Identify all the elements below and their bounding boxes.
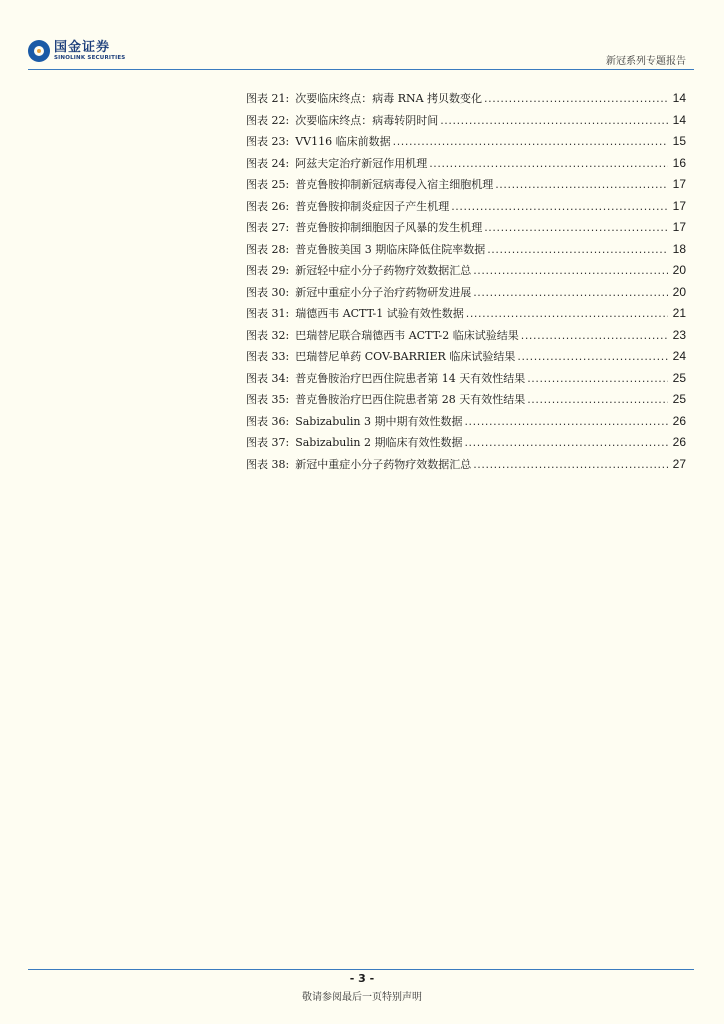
toc-entry-title: 阿兹夫定治疗新冠作用机理 [295, 156, 428, 170]
toc-entry[interactable] [246, 432, 686, 454]
logo-name-cn: 国金证券 [54, 39, 111, 55]
toc-entry-page: 25 [672, 392, 686, 406]
toc-entry-page: 20 [672, 284, 686, 299]
toc-entry-page: 26 [672, 413, 686, 428]
toc-entry-page: 15 [672, 134, 686, 148]
report-series-title: 新冠系列专题报告 [606, 56, 686, 67]
toc-entry-page: 25 [672, 370, 686, 385]
company-logo [28, 40, 125, 62]
toc-entry-page: 23 [672, 327, 686, 342]
toc-entry[interactable] [246, 282, 686, 304]
toc-dot-leader [527, 389, 668, 411]
toc-entry-label: 图表 31: [246, 307, 290, 320]
toc-entry[interactable] [246, 174, 686, 196]
toc-entry-title: 普克鲁胺美国 3 期临床降低住院率数据 [295, 242, 486, 256]
toc-entry[interactable] [246, 346, 686, 368]
figure-index-list [246, 88, 686, 475]
toc-entry-label: 图表 33: [246, 350, 290, 363]
toc-entry[interactable] [246, 411, 686, 433]
toc-entry-page: 14 [672, 91, 686, 105]
toc-entry[interactable] [246, 88, 686, 110]
toc-entry-label: 图表 24: [246, 156, 290, 170]
toc-entry-label: 图表 35: [246, 393, 290, 406]
toc-entry-label: 图表 32: [246, 328, 290, 342]
toc-entry-page: 20 [672, 263, 686, 277]
toc-entry[interactable] [246, 303, 686, 325]
toc-entry-title: 普克鲁胺抑制新冠病毒侵入宿主细胞机理 [295, 178, 494, 191]
toc-dot-leader [451, 196, 668, 218]
toc-entry-title: 瑞德西韦 ACTT-1 试验有效性数据 [295, 307, 464, 320]
toc-entry-label: 图表 30: [246, 285, 290, 299]
toc-entry-title: Sabizabulin 2 期临床有效性数据 [295, 436, 463, 449]
page-header [0, 0, 724, 72]
toc-entry-label: 图表 38: [246, 457, 290, 471]
toc-entry-label: 图表 28: [246, 242, 290, 256]
toc-entry-title: Sabizabulin 3 期中期有效性数据 [295, 414, 463, 428]
toc-entry[interactable] [246, 368, 686, 390]
toc-entry-page: 24 [672, 349, 686, 363]
toc-entry-page: 21 [672, 306, 686, 320]
footer-divider [28, 969, 694, 970]
toc-entry-label: 图表 26: [246, 199, 290, 213]
toc-dot-leader [527, 368, 668, 390]
page-number: - 3 - [349, 972, 375, 985]
toc-dot-leader [440, 110, 668, 132]
toc-entry-page: 26 [672, 435, 686, 449]
toc-entry[interactable] [246, 196, 686, 218]
toc-dot-leader [464, 432, 668, 454]
toc-dot-leader [464, 411, 668, 433]
toc-entry-page: 14 [672, 112, 686, 127]
toc-entry[interactable] [246, 260, 686, 282]
toc-entry[interactable] [246, 389, 686, 411]
toc-entry-label: 图表 25: [246, 178, 290, 191]
toc-entry[interactable] [246, 110, 686, 132]
toc-entry-label: 图表 27: [246, 221, 290, 234]
toc-entry-title: 新冠中重症小分子治疗药物研发进展 [295, 285, 472, 299]
toc-entry[interactable] [246, 454, 686, 476]
toc-entry-title: 巴瑞替尼联合瑞德西韦 ACTT-2 临床试验结果 [295, 328, 519, 342]
toc-dot-leader [517, 346, 668, 368]
toc-dot-leader [466, 303, 668, 325]
toc-entry-label: 图表 34: [246, 371, 290, 385]
toc-dot-leader [473, 260, 668, 282]
toc-entry-page: 17 [672, 177, 686, 191]
toc-entry-label: 图表 22: [246, 113, 290, 127]
toc-entry-page: 18 [672, 241, 686, 256]
toc-entry-title: 次要临床终点：病毒 RNA 拷贝数变化 [295, 92, 483, 105]
toc-entry[interactable] [246, 131, 686, 153]
toc-dot-leader [487, 239, 668, 261]
toc-entry-title: 巴瑞替尼单药 COV-BARRIER 临床试验结果 [295, 350, 516, 363]
toc-entry-title: 普克鲁胺治疗巴西住院患者第 28 天有效性结果 [295, 393, 526, 406]
toc-entry[interactable] [246, 239, 686, 261]
logo-icon [28, 40, 50, 62]
toc-entry-label: 图表 37: [246, 436, 290, 449]
toc-entry-title: 普克鲁胺治疗巴西住院患者第 14 天有效性结果 [295, 371, 526, 385]
toc-entry-title: 普克鲁胺抑制细胞因子风暴的发生机理 [295, 221, 483, 234]
toc-dot-leader [495, 174, 668, 196]
toc-entry[interactable] [246, 153, 686, 175]
toc-entry-page: 17 [672, 220, 686, 234]
toc-entry-page: 27 [672, 456, 686, 471]
toc-entry[interactable] [246, 325, 686, 347]
toc-entry-title: 新冠轻中症小分子药物疗效数据汇总 [295, 264, 472, 277]
toc-entry-title: 新冠中重症小分子药物疗效数据汇总 [295, 457, 472, 471]
toc-entry-label: 图表 36: [246, 414, 290, 428]
toc-dot-leader [484, 88, 668, 110]
toc-entry-label: 图表 29: [246, 264, 290, 277]
toc-dot-leader [484, 217, 668, 239]
toc-dot-leader [393, 131, 668, 153]
toc-dot-leader [473, 282, 668, 304]
toc-entry-label: 图表 21: [246, 92, 290, 105]
toc-entry-title: 普克鲁胺抑制炎症因子产生机理 [295, 199, 450, 213]
footer-disclaimer: 敬请参阅最后一页特别声明 [302, 992, 422, 1003]
toc-dot-leader [521, 325, 668, 347]
logo-name-en: SINOLINK SECURITIES [54, 54, 126, 61]
toc-entry-title: VV116 临床前数据 [295, 135, 391, 148]
toc-entry[interactable] [246, 217, 686, 239]
toc-dot-leader [473, 454, 668, 476]
header-divider [28, 69, 694, 70]
toc-entry-title: 次要临床终点：病毒转阴时间 [295, 113, 439, 127]
toc-entry-page: 16 [672, 155, 686, 170]
toc-dot-leader [429, 153, 668, 175]
toc-entry-label: 图表 23: [246, 135, 290, 148]
toc-entry-page: 17 [672, 198, 686, 213]
